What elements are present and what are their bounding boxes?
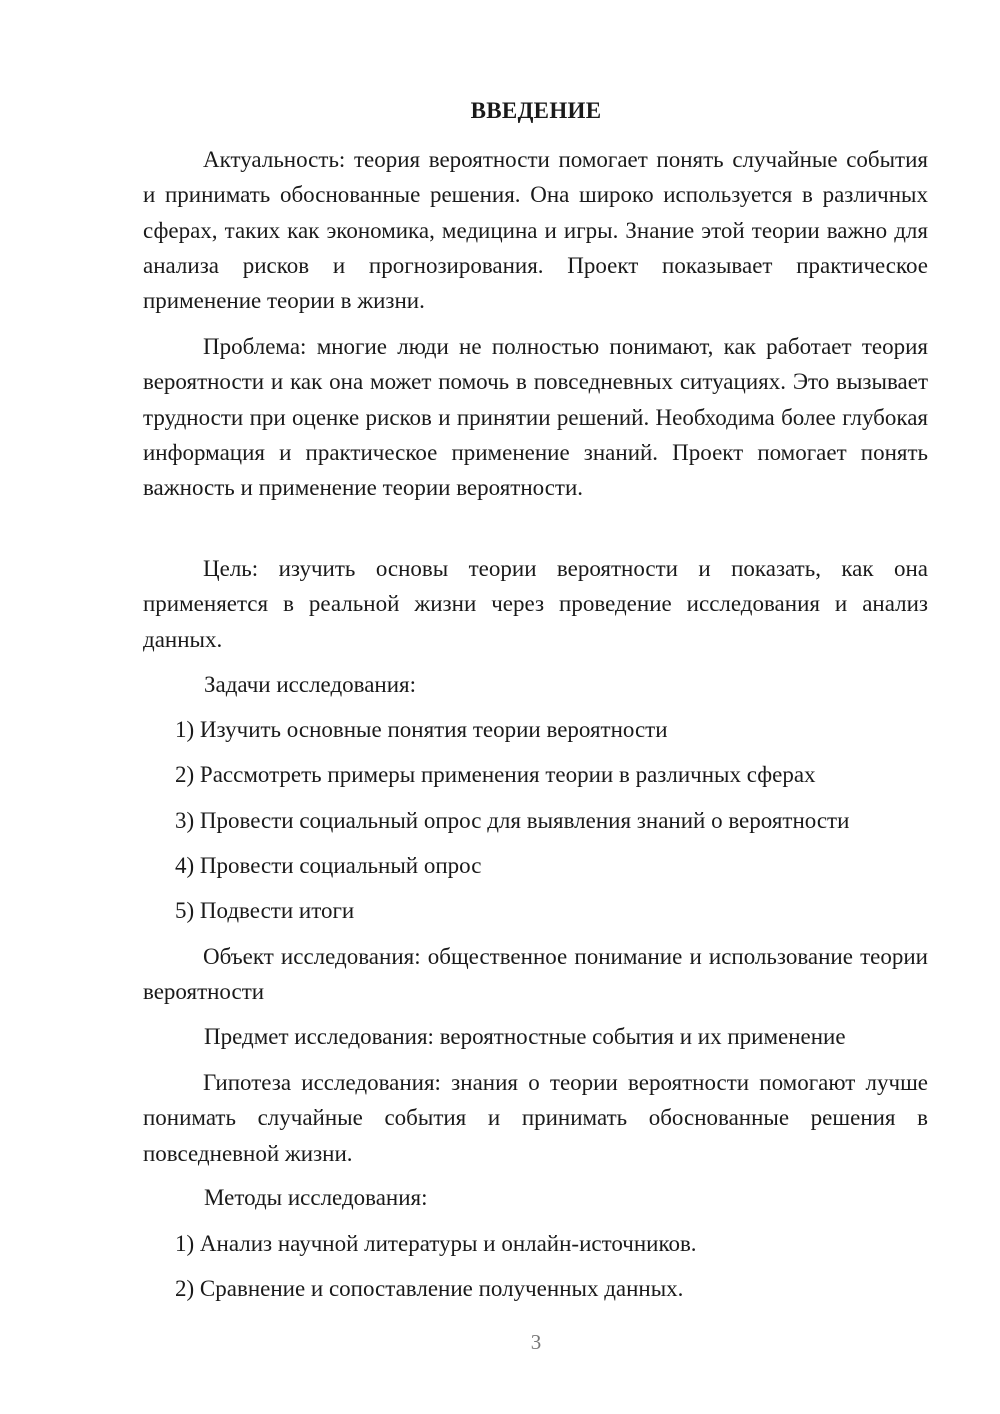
relevance-paragraph: Актуальность: теория вероятности помогает понять случайные события и принимать обоснованные решения. Она широко используется в различных сферах, таких как экономика, медицина и игры. Знание этой теории важно для анализа рисков и прогнозирования. Проект показывает практическое применение теории в жизни. [143,147,928,314]
list-item: 2) Сравнение и сопоставление полученных данных. [175,1276,684,1301]
list-item: 1) Анализ научной литературы и онлайн-источников. [175,1231,697,1256]
list-item: 5) Подвести итоги [175,898,355,923]
hypothesis-paragraph: Гипотеза исследования: знания о теории вероятности помогают лучше понимать случайные события и принимать обоснованные решения в повседневной жизни. [143,1070,928,1166]
subject-paragraph: Предмет исследования: вероятностные события и их применение [204,1024,846,1049]
page-title: ВВЕДЕНИЕ [470,98,602,123]
methods-heading: Методы исследования: [204,1185,428,1210]
problem-paragraph: Проблема: многие люди не полностью понимают, как работает теория вероятности и как она может помочь в повседневных ситуациях. Это вызывает трудности при оценке рисков и принятии решений. Необходима более глубокая информация и практическое применение знаний. Проект помогает понять важность и применение теории вероятности. [143,334,928,501]
goal-paragraph: Цель: изучить основы теории вероятности и показать, как она применяется в реальной жизни через проведение исследования и анализ данных. [143,556,928,652]
list-item: 3) Провести социальный опрос для выявления знаний о вероятности [175,808,850,833]
list-item: 1) Изучить основные понятия теории вероятности [175,717,668,742]
list-item: 2) Рассмотреть примеры применения теории в различных сферах [175,762,816,787]
tasks-heading: Задачи исследования: [204,672,417,697]
page-number: 3 [530,1330,542,1354]
list-item: 4) Провести социальный опрос [175,853,482,878]
object-paragraph: Объект исследования: общественное понимание и использование теории вероятности [143,944,928,1005]
